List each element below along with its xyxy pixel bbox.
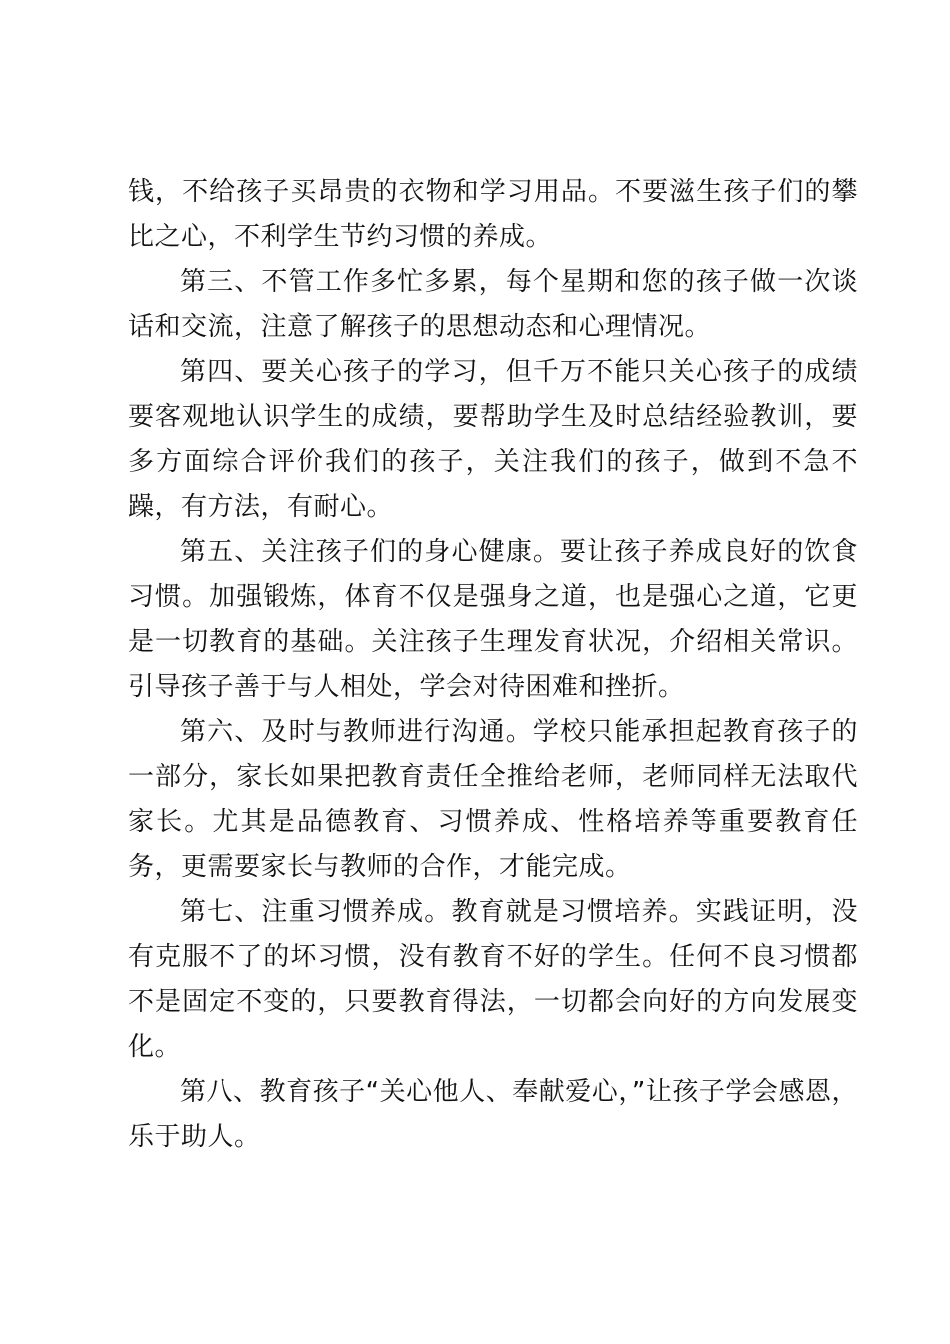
paragraph-item-6: 第六、及时与教师进行沟通。学校只能承担起教育孩子的一部分，家长如果把教育责任全推给老师，老师同样无法取代家长。尤其是品德教育、习惯养成、性格培养等重要教育任务，更需要家长与教师的合作，才能完成。: [128, 717, 858, 882]
paragraph-item-5: 第五、关注孩子们的身心健康。要让孩子养成良好的饮食习惯。加强锻炼，体育不仅是强身之道，也是强心之道，它更是一切教育的基础。关注孩子生理发育状况，介绍相关常识。引导孩子善于与人相处，学会对待困难和挫折。: [128, 537, 858, 702]
paragraph-item-8: 第八、教育孩子“关心他人、奉献爱心，”让孩子学会感恩，乐于助人。: [128, 1077, 858, 1152]
paragraph-item-3: 第三、不管工作多忙多累，每个星期和您的孩子做一次谈话和交流，注意了解孩子的思想动态和心理情况。: [128, 267, 858, 342]
paragraph-item-4: 第四、要关心孩子的学习，但千万不能只关心孩子的成绩要客观地认识学生的成绩，要帮助学生及时总结经验教训，要多方面综合评价我们的孩子，关注我们的孩子，做到不急不躁，有方法，有耐心。: [128, 357, 858, 522]
paragraph-continuation: 钱，不给孩子买昂贵的衣物和学习用品。不要滋生孩子们的攀比之心，不利学生节约习惯的养成。: [128, 177, 858, 252]
paragraph-item-7: 第七、注重习惯养成。教育就是习惯培养。实践证明，没有克服不了的坏习惯，没有教育不好的学生。任何不良习惯都不是固定不变的，只要教育得法，一切都会向好的方向发展变化。: [128, 897, 858, 1062]
document-page: [128, 170, 858, 1160]
